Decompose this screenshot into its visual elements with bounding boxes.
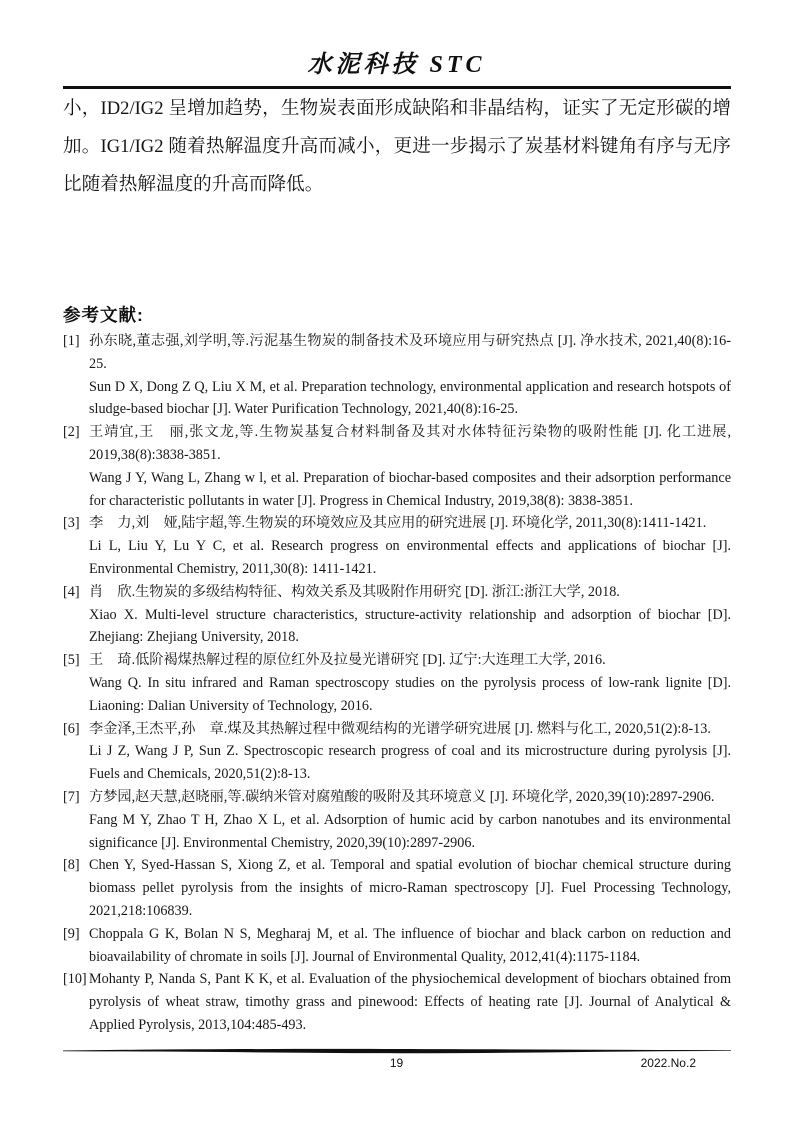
reference-chinese: 李金泽,王杰平,孙 章.煤及其热解过程中微观结构的光谱学研究进展 [J]. 燃料与化工, 2020,51(2):8-13. bbox=[89, 720, 711, 737]
reference-chinese: 肖 欣.生物炭的多级结构特征、构效关系及其吸附作用研究 [D]. 浙江:浙江大学, 2018. bbox=[89, 583, 620, 600]
references-list bbox=[63, 330, 731, 1037]
reference-marker: [7] bbox=[63, 788, 80, 805]
reference-chinese: 李 力,刘 娅,陆宇超,等.生物炭的环境效应及其应用的研究进展 [J]. 环境化学, 2011,30(8):1411-1421. bbox=[89, 515, 707, 532]
reference-marker: [8] bbox=[63, 857, 80, 874]
reference-marker: [1] bbox=[63, 333, 80, 349]
page-number: 19 bbox=[389, 1056, 404, 1070]
reference-item bbox=[63, 649, 731, 717]
reference-marker: [6] bbox=[63, 720, 80, 737]
reference-marker: [3] bbox=[63, 515, 80, 532]
reference-marker: [9] bbox=[63, 925, 80, 942]
reference-english: Wang J Y, Wang L, Zhang w l, et al. Preparation of biochar-based composites and their adsorption performance for characteristic pollutants in water [J]. Progress in Chemical Industry, 2019,38(8): 3838-3851. bbox=[89, 469, 731, 509]
reference-chinese: 王靖宜,王 丽,张文龙,等.生物炭基复合材料制备及其对水体特征污染物的吸附性能 [J]. 化工进展, 2019,38(8):3838-3851. bbox=[89, 424, 731, 463]
reference-item bbox=[63, 581, 731, 649]
reference-english: Li L, Liu Y, Lu Y C, et al. Research progress on environmental effects and applications of biochar [J]. Environmental Chemistry, 2011,30(8): 1411-1421. bbox=[89, 538, 731, 577]
reference-english: Fang M Y, Zhao T H, Zhao X L, et al. Adsorption of humic acid by carbon nanotubes and its environmental significance [J]. Environmental Chemistry, 2020,39(10):2897-2906. bbox=[89, 811, 731, 851]
reference-marker: [10] bbox=[63, 971, 87, 988]
body-line: 小，ID2/IG2 呈增加趋势，生物炭表面形成缺陷和非晶结构，证实了无定形碳的增 bbox=[63, 98, 731, 119]
reference-item bbox=[63, 718, 731, 786]
footer-divider bbox=[63, 1046, 731, 1056]
reference-item bbox=[63, 330, 731, 421]
reference-english: Sun D X, Dong Z Q, Liu X M, et al. Preparation technology, environmental application and research hotspots of sludge-based biochar [J]. Water Purification Technology, 2021,40(8):16-25. bbox=[89, 378, 731, 418]
reference-item bbox=[63, 968, 731, 1036]
journal-title: 水泥科技 STC bbox=[307, 52, 486, 78]
reference-marker: [2] bbox=[63, 424, 80, 441]
reference-item bbox=[63, 421, 731, 512]
reference-english: Wang Q. In situ infrared and Raman spectroscopy studies on the pyrolysis process of low-rank lignite [D]. Liaoning: Dalian University of Technology, 2016. bbox=[89, 674, 731, 714]
reference-english: Xiao X. Multi-level structure characteristics, structure-activity relationship and adsorption of biochar [D]. Zhejiang: Zhejiang University, 2018. bbox=[89, 606, 731, 646]
reference-chinese: 方梦园,赵天慧,赵晓丽,等.碳纳米管对腐殖酸的吸附及其环境意义 [J]. 环境化学, 2020,39(10):2897-2906. bbox=[89, 788, 715, 805]
reference-marker: [5] bbox=[63, 652, 80, 669]
reference-item bbox=[63, 786, 731, 854]
reference-english: Chen Y, Syed-Hassan S, Xiong Z, et al. Temporal and spatial evolution of biochar chemical structure during biomass pellet pyrolysis from the insights of micro-Raman spectroscopy [J]. Fuel Processing Technology, 2021,218:106839. bbox=[89, 857, 731, 919]
reference-english: Choppala G K, Bolan N S, Megharaj M, et al. The influence of biochar and black carbon on reduction and bioavailability of chromate in soils [J]. Journal of Environmental Quality, 2012,41(4):1175-1184. bbox=[89, 925, 731, 965]
reference-marker: [4] bbox=[63, 583, 80, 600]
body-paragraph bbox=[63, 90, 731, 204]
reference-item bbox=[63, 854, 731, 922]
reference-chinese: 孙东晓,董志强,刘学明,等.污泥基生物炭的制备技术及环境应用与研究热点 [J]. 净水技术, 2021,40(8):16-25. bbox=[89, 333, 731, 372]
reference-english: Li J Z, Wang J P, Sun Z. Spectroscopic research progress of coal and its microstructure during pyrolysis [J]. Fuels and Chemicals, 2020,51(2):8-13. bbox=[89, 743, 731, 783]
reference-chinese: 王 琦.低阶褐煤热解过程的原位红外及拉曼光谱研究 [D]. 辽宁:大连理工大学, 2016. bbox=[89, 652, 606, 669]
reference-english: Mohanty P, Nanda S, Pant K K, et al. Evaluation of the physiochemical development of biochars obtained from pyrolysis of wheat straw, timothy grass and pinewood: Effects of heating rate [J]. Journal of Analytical & Applied Pyrolysis, 2013,104:485-493. bbox=[89, 971, 731, 1033]
reference-item bbox=[63, 512, 731, 580]
header-divider bbox=[63, 86, 731, 89]
references-heading: 参考文献: bbox=[63, 305, 144, 325]
issue-label: 2022.No.2 bbox=[640, 1056, 696, 1070]
body-line: 比随着热解温度的升高而降低。 bbox=[63, 174, 324, 195]
reference-item bbox=[63, 923, 731, 969]
body-line: 加。IG1/IG2 随着热解温度升高而减小，更进一步揭示了炭基材料键角有序与无序 bbox=[63, 136, 731, 157]
